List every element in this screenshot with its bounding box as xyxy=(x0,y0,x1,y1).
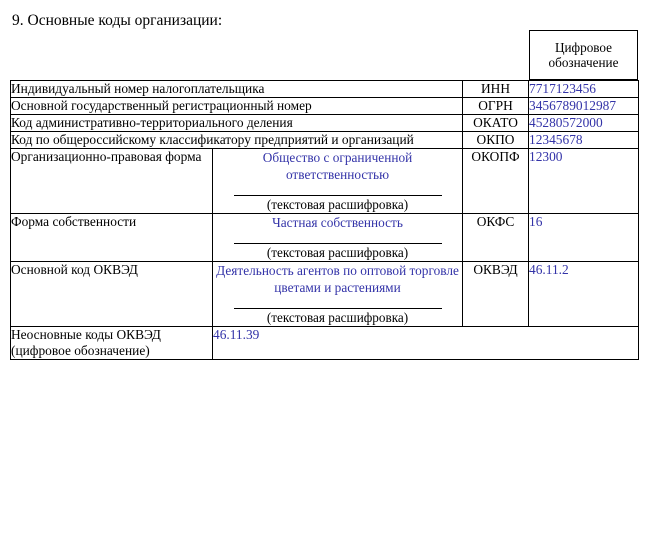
decode-caption: (текстовая расшифровка) xyxy=(266,310,409,325)
table-header-band xyxy=(10,30,638,80)
decode-caption: (текстовая расшифровка) xyxy=(266,197,409,212)
row-decode-okopf xyxy=(213,149,463,214)
row-abbr-ogrn: ОГРН xyxy=(463,98,529,115)
table-row xyxy=(11,214,639,262)
table-row xyxy=(11,81,639,98)
row-label-okpo: Код по общероссийскому классификатору предприятий и организаций xyxy=(11,132,463,149)
row-label-okved-secondary xyxy=(11,327,213,360)
table-row xyxy=(11,98,639,115)
decode-rule xyxy=(234,243,442,244)
row-code-okpo[interactable]: 12345678 xyxy=(529,132,639,149)
row-abbr-okato: ОКАТО xyxy=(463,115,529,132)
decode-caption: (текстовая расшифровка) xyxy=(266,245,409,260)
row-label-okopf: Организационно-правовая форма xyxy=(11,149,213,214)
row-abbr-okpo: ОКПО xyxy=(463,132,529,149)
column-header-code: Цифровое обозначение xyxy=(529,30,638,80)
decode-text-okopf[interactable]: Общество с ограниченной ответственностью xyxy=(262,150,413,182)
row-label-okato: Код административно-территориального деления xyxy=(11,115,463,132)
row-abbr-okopf: ОКОПФ xyxy=(463,149,529,214)
row-code-okved[interactable]: 46.11.2 xyxy=(529,262,639,327)
row-code-okopf[interactable]: 12300 xyxy=(529,149,639,214)
row-label-inn: Индивидуальный номер налогоплательщика xyxy=(11,81,463,98)
page-title: 9. Основные коды организации: xyxy=(12,12,223,29)
row-label-okfs: Форма собственности xyxy=(11,214,213,262)
row-abbr-okfs: ОКФС xyxy=(463,214,529,262)
decode-text-okfs[interactable]: Частная собственность xyxy=(272,215,403,230)
row-code-okato[interactable]: 45280572000 xyxy=(529,115,639,132)
row-code-okfs[interactable]: 16 xyxy=(529,214,639,262)
decode-rule xyxy=(234,195,442,196)
table-row xyxy=(11,327,639,360)
row-decode-okfs xyxy=(213,214,463,262)
decode-rule xyxy=(234,308,442,309)
row-decode-okved xyxy=(213,262,463,327)
table-row xyxy=(11,149,639,214)
row-code-okved-secondary[interactable]: 46.11.39 xyxy=(213,327,639,360)
row-label-okved-secondary-line2: (цифровое обозначение) xyxy=(11,343,150,358)
row-code-inn[interactable]: 7717123456 xyxy=(529,81,639,98)
table-row xyxy=(11,115,639,132)
row-label-okved: Основной код ОКВЭД xyxy=(11,262,213,327)
row-code-ogrn[interactable]: 3456789012987 xyxy=(529,98,639,115)
decode-text-okved[interactable]: Деятельность агентов по оптовой торговле цветами и растениями xyxy=(216,263,459,295)
row-label-okved-secondary-line1: Неосновные коды ОКВЭД xyxy=(11,327,161,342)
row-abbr-okved: ОКВЭД xyxy=(463,262,529,327)
table-row xyxy=(11,262,639,327)
organization-codes-table xyxy=(10,80,639,360)
table-row xyxy=(11,132,639,149)
row-label-ogrn: Основной государственный регистрационный номер xyxy=(11,98,463,115)
row-abbr-inn: ИНН xyxy=(463,81,529,98)
